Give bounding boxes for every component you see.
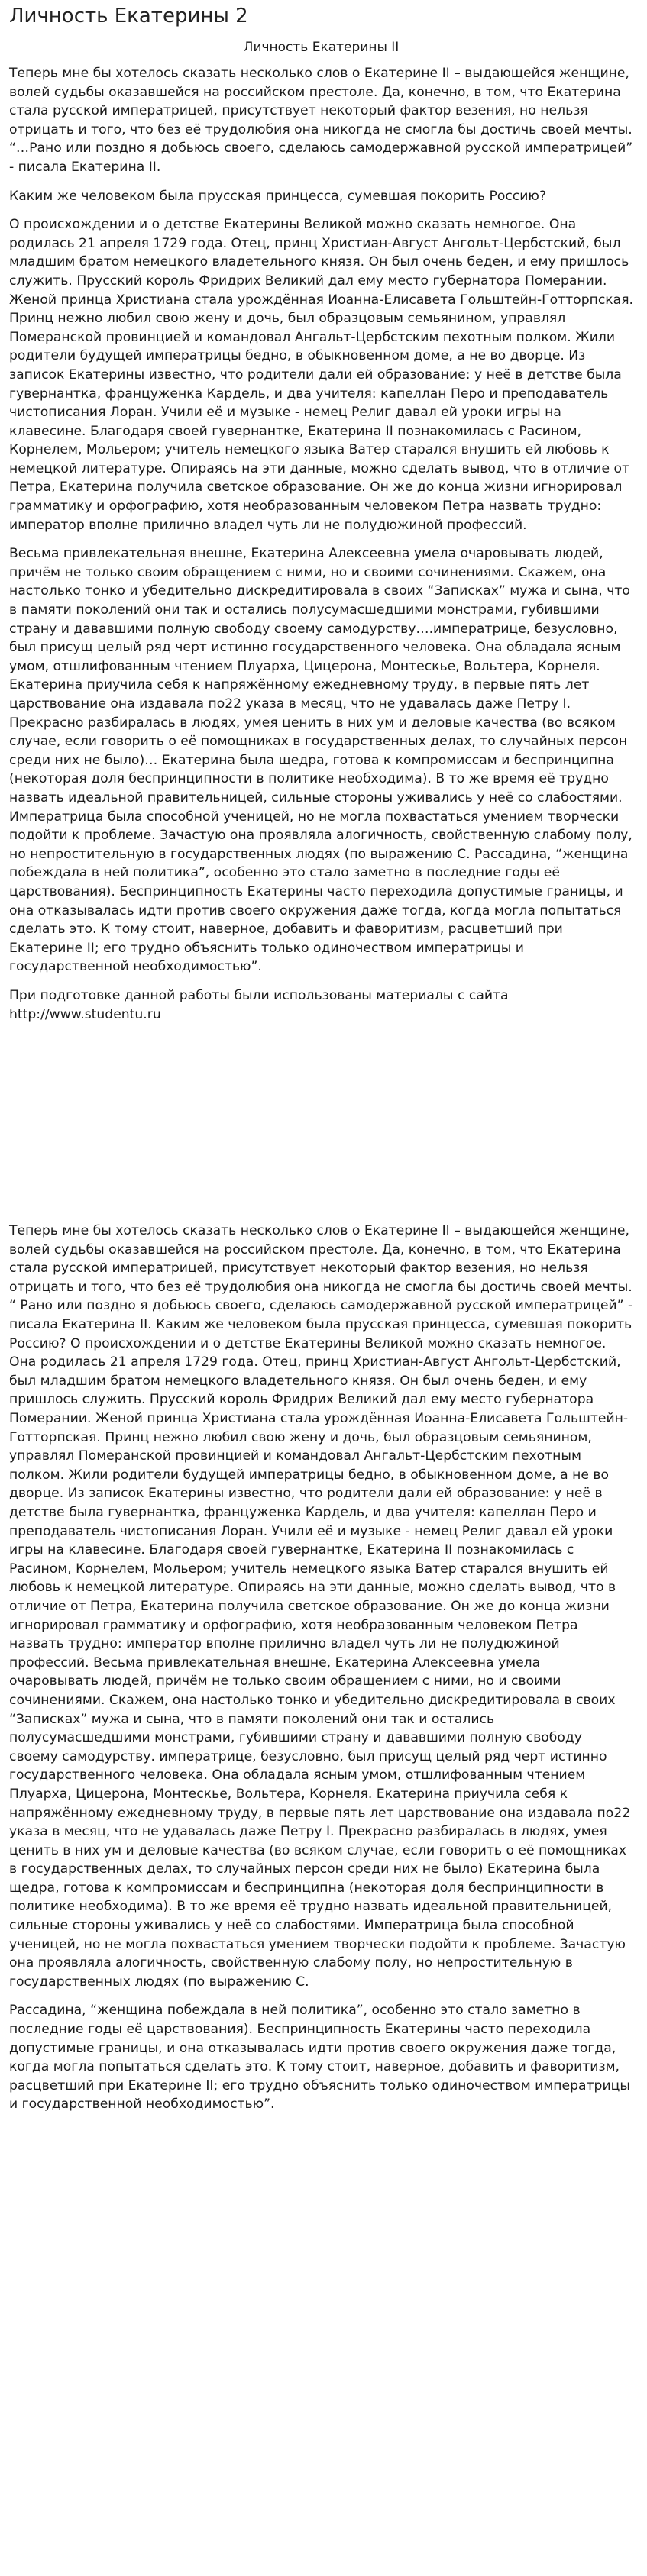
paragraph-question: Каким же человеком была прусская принцесса, сумевшая покорить Россию?: [9, 188, 547, 204]
paragraph-character: Весьма привлекательная внешне, Екатерина Алексеевна умела очаровывать людей, причём не только своим обращением с ними, но и своими сочинениями. Скажем, она настолько тонко и убедительно дискредитировала в своих “Записках” мужа и сына, что в памяти поколений они так и остались полусумасшедшими монстрами, губившими страну и дававшими полную свободу своему самодурству….императрице, безусловно, был присущ целый ряд черт истинно государственного человека. Она обладала ясным умом, отшлифованным чтением Плуарха, Цицерона, Монтескье, Вольтера, Корнеля. Екатерина приучила себя к напряжённому ежедневному труду, в первые пять лет царствование она издавала по22 указа в месяц, что не удавалась даже Петру I. Прекрасно разбиралась в людях, умея ценить в них ум и деловые качества (во всяком случае, если говорить о её помощниках в государственных делах, то случайных персон среди них не было)… Екатерина была щедра, готова к компромиссам и беспринципна (некоторая доля беспринципности в политике необходима). В то же время её трудно назвать идеальной правительницей, сильные стороны уживались у неё со слабостями. Императрица была способной ученицей, но не могла похвастаться умением творчески подойти к проблеме. Зачастую она проявляла алогичность, свойственную слабому полу, но непростительную в государственных людях (по выражению С. Рассадина, “женщина побеждала в ней политика”, особенно это стало заметно в последние годы её царствования). Беспринципность Екатерины часто переходила допустимые границы, и она отказывалась идти против своего окружения даже тогда, когда могла попытаться сделать это. К тому стоит, наверное, добавить и фаворитизм, расцветший при Екатерине II; его трудно объяснить только одиночеством императрицы и государственной необходимостью”.: [9, 546, 632, 975]
paragraph-repeat-body: Теперь мне бы хотелось сказать несколько слов о Екатерине II – выдающейся женщине, волей судьбы оказавшейся на российском престоле. Да, конечно, в том, что Екатерина стала русской императрицей, присутствует некоторый фактор везения, но нельзя отрицать и того, что без её трудолюбия она никогда не смогла бы достичь своей мечты. “ Рано или поздно я добьюсь своего, сделаюсь самодержавной русской императрицей” - писала Екатерина II. Каким же человеком была прусская принцесса, сумевшая покорить Россию? О происхождении и о детстве Екатерины Великой можно сказать немногое. Она родилась 21 апреля 1729 года. Отец, принц Христиан-Август Ангольт-Цербстский, был младшим братом немецкого владетельного князя. Он был очень беден, и ему пришлось служить. Прусский король Фридрих Великий дал ему место губернатора Померании. Женой принца Христиана стала урождённая Иоанна-Елисавета Гольштейн-Готторпская. Принц нежно любил свою жену и дочь, был образцовым семьянином, управлял Померанской провинцией и командовал Ангальт-Цербстским пехотным полком. Жили родители будущей императрицы бедно, в обыкновенном доме, а не во дворце. Из записок Екатерины известно, что родители дали ей образование: у неё в детстве была гувернантка, француженка Кардель, и два учителя: капеллан Перо и преподаватель чистописания Лоран. Учили её и музыке - немец Религ давал ей уроки игры на клавесине. Благодаря своей гувернантке, Екатерина II познакомилась с Расином, Корнелем, Мольером; учитель немецкого языка Ватер старался внушить ей любовь к немецкой литературе. Опираясь на эти данные, можно сделать вывод, что в отличие от Петра, Екатерина получила светское образование. Он же до конца жизни игнорировал грамматику и орфографию, хотя необразованным человеком Петра назвать трудно: император вполне прилично владел чуть ли не полудюжиной профессий. Весьма привлекательная внешне, Екатерина Алексеевна умела очаровывать людей, причём не только своим обращением с ними, но и своими сочинениями. Скажем, она настолько тонко и убедительно дискредитировала в своих “Записках” мужа и сына, что в памяти поколений они так и остались полусумасшедшими монстрами, губившими страну и дававшими полную свободу своему самодурству. императрице, безусловно, был присущ целый ряд черт истинно государственного человека. Она обладала ясным умом, отшлифованным чтением Плуарха, Цицерона, Монтескье, Вольтера, Корнеля. Екатерина приучила себя к напряжённому ежедневному труду, в первые пять лет царствование она издавала по22 указа в месяц, что не удавалась даже Петру I. Прекрасно разбиралась в людях, умея ценить в них ум и деловые качества (во всяком случае, если говорить о её помощниках в государственных делах, то случайных персон среди них не было) Екатерина была щедра, готова к компромиссам и беспринципна (некоторая доля беспринципности в политике необходима). В то же время её трудно назвать идеальной правительницей, сильные стороны уживались у неё со слабостями. Императрица была способной ученицей, но не могла похвастаться умением творчески подойти к проблеме. Зачастую она проявляла алогичность, свойственную слабому полу, но непростительную в государственных людях (по выражению С.: [9, 1223, 633, 1990]
paragraph-origin: О происхождении и о детстве Екатерины Великой можно сказать немногое. Она родилась 21 апреля 1729 года. Отец, принц Христиан-Август Ангольт-Цербстский, был младшим братом немецкого владетельного князя. Он был очень беден, и ему пришлось служить. Прусский король Фридрих Великий дал ему место губернатора Померании. Женой принца Христиана стала урождённая Иоанна-Елисавета Гольштейн-Готторпская. Принц нежно любил свою жену и дочь, был образцовым семьянином, управлял Померанской провинцией и командовал Ангальт-Цербстским пехотным полком. Жили родители будущей императрицы бедно, в обыкновенном доме, а не во дворце. Из записок Екатерины известно, что родители дали ей образование: у неё в детстве была гувернантка, француженка Кардель, и два учителя: капеллан Перо и преподаватель чистописания Лоран. Учили её и музыке - немец Религ давал ей уроки игры на клавесине. Благодаря своей гувернантке, Екатерина II познакомилась с Расином, Корнелем, Мольером; учитель немецкого языка Ватер старался внушить ей любовь к немецкой литературе. Опираясь на эти данные, можно сделать вывод, что в отличие от Петра, Екатерина получила светское образование. Он же до конца жизни игнорировал грамматику и орфографию, хотя необразованным человеком Петра назвать трудно: император вполне прилично владел чуть ли не полудюжиной профессий.: [9, 217, 634, 533]
paragraph-intro: Теперь мне бы хотелось сказать несколько слов о Екатерине II – выдающейся женщине, волей судьбы оказавшейся на российском престоле. Да, конечно, в том, что Екатерина стала русской императрицей, присутствует некоторый фактор везения, но нельзя отрицать и того, что без её трудолюбия она никогда не смогла бы достичь своей мечты. “…Рано или поздно я добьюсь своего, сделаюсь самодержавной русской императрицей” - писала Екатерина II.: [9, 66, 633, 175]
page-title: Личность Екатерины 2: [9, 5, 248, 27]
blank-gap: [9, 1034, 633, 1222]
paragraph-source-note: При подготовке данной работы были использованы материалы с сайта http://www.studentu.ru: [9, 987, 509, 1022]
paragraph-repeat-ending: Рассадина, “женщина побеждала в ней политика”, особенно это стало заметно в последние годы её царствования). Беспринципность Екатерины часто переходила допустимые границы, и она отказывалась идти против своего окружения даже тогда, когда могла попытаться сделать это. К тому стоит, наверное, добавить и фаворитизм, расцветший при Екатерине II; его трудно объяснить только одиночеством императрицы и государственной необходимостью”.: [9, 2003, 630, 2113]
document-subtitle: Личность Екатерины II: [243, 40, 400, 55]
